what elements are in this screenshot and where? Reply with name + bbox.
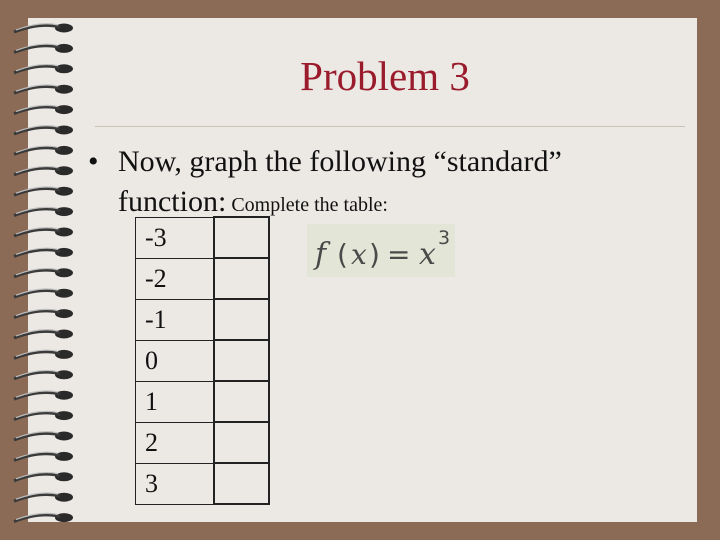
bullet-text-function: function: xyxy=(118,185,227,218)
formula-rhs-x: x xyxy=(419,237,436,272)
formula-graphic xyxy=(307,224,455,277)
y-value-cell[interactable] xyxy=(214,340,269,381)
y-value-cell[interactable] xyxy=(214,217,269,258)
y-value-cell[interactable] xyxy=(214,299,269,340)
formula-f: f xyxy=(315,237,327,272)
y-value-cell[interactable] xyxy=(214,463,269,504)
formula-box xyxy=(307,224,455,277)
table-row xyxy=(136,340,270,381)
formula-x: x xyxy=(351,238,367,271)
y-value-cell[interactable] xyxy=(214,381,269,422)
formula-exponent: 3 xyxy=(438,227,451,249)
x-value-cell: -3 xyxy=(136,217,215,258)
x-value-cell: -2 xyxy=(136,258,215,299)
formula-close-paren: ) xyxy=(369,238,380,271)
bullet-text-instruction: Complete the table: xyxy=(226,194,388,216)
table-row xyxy=(136,217,270,258)
title-divider xyxy=(95,126,685,127)
spiral-binding-icon xyxy=(0,0,90,540)
slide-title: Problem 3 xyxy=(300,53,470,99)
table-row xyxy=(136,463,270,504)
table-row xyxy=(136,258,270,299)
x-value-cell: 2 xyxy=(136,422,215,463)
table-row xyxy=(136,299,270,340)
bullet-icon: • xyxy=(88,145,99,178)
x-value-cell: 0 xyxy=(136,340,215,381)
value-table xyxy=(135,216,270,505)
y-value-cell[interactable] xyxy=(214,422,269,463)
x-value-cell: 1 xyxy=(136,381,215,422)
y-value-cell[interactable] xyxy=(214,258,269,299)
formula-equals: = xyxy=(387,238,411,271)
bullet-text-line1: Now, graph the following “standard” xyxy=(118,145,562,178)
x-value-cell: 3 xyxy=(136,463,215,504)
table-row xyxy=(136,422,270,463)
x-value-cell: -1 xyxy=(136,299,215,340)
formula-open-paren: ( xyxy=(337,238,348,271)
table-row xyxy=(136,381,270,422)
